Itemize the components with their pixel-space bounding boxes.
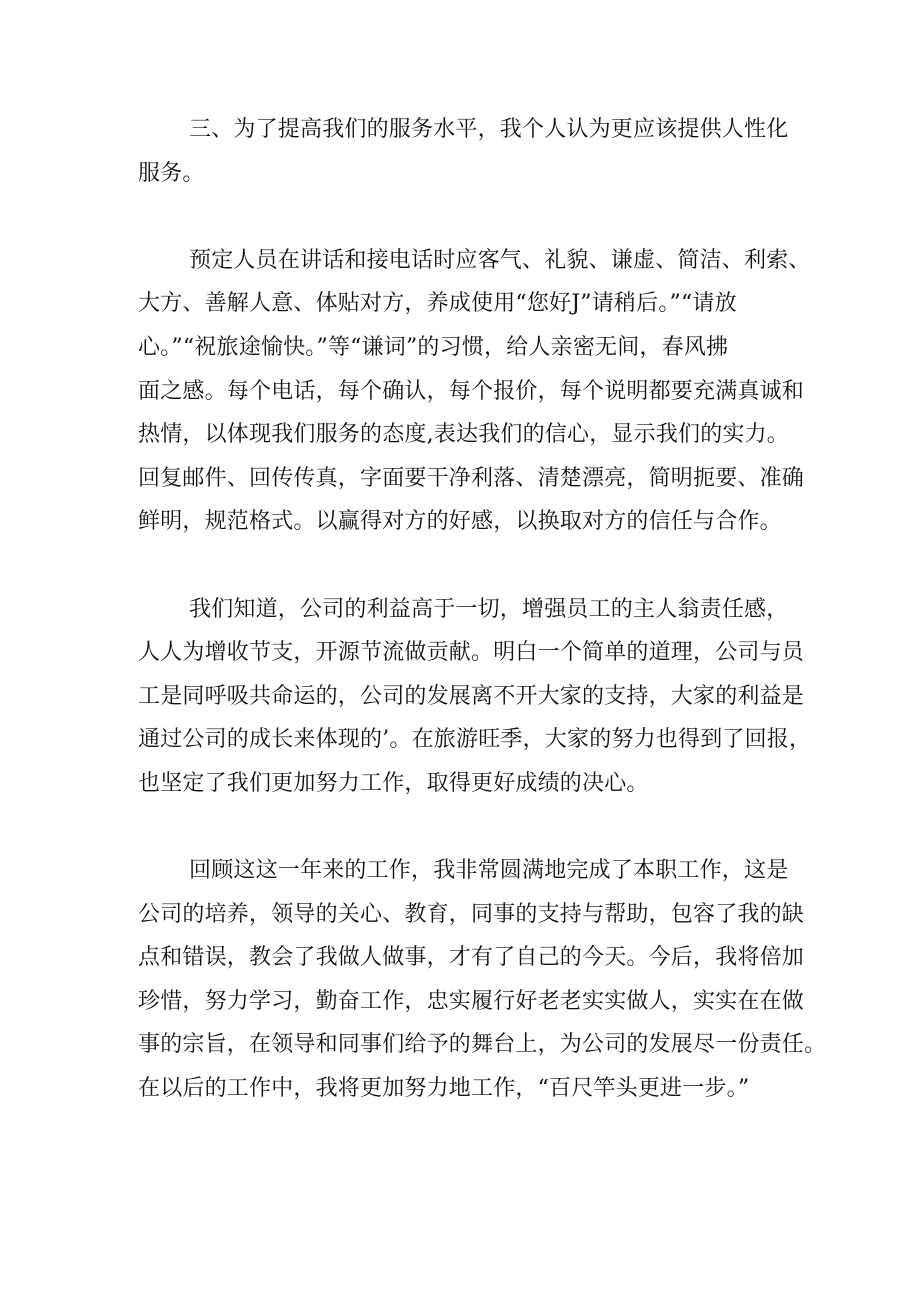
text-line: 大方、善解人意、体贴对方，养成使用“您好J”请稍后。”“请放 bbox=[138, 291, 737, 317]
paragraph-spacer bbox=[138, 806, 794, 850]
text-line: 回顾这这一年来的工作，我非常圆满地完成了本职工作，这是 bbox=[189, 858, 789, 884]
text-line: 珍惜，努力学习，勤奋工作，忠实履行好老老实实做人，实实在在做 bbox=[138, 988, 805, 1014]
text-line: 点和错误，教会了我做人做事，才有了自己的今天。今后，我将倍加 bbox=[138, 945, 805, 971]
text-line: 公司的培养，领导的关心、教育，同事的支持与帮助，包容了我的缺 bbox=[138, 901, 805, 927]
paragraph-company-interest bbox=[138, 588, 812, 806]
text-line: 通过公司的成长来体现的’。在旅游旺季，大家的努力也得到了回报， bbox=[138, 727, 812, 753]
text-line: 人人为增收节支，开源节流做贡献。明白一个简单的道理，公司与员 bbox=[138, 640, 805, 666]
paragraph-service-heading bbox=[138, 108, 794, 195]
text-line: 回复邮件、回传传真，字面要干净利落、清楚漂亮，简明扼要、准确 bbox=[138, 465, 805, 491]
text-line: 工是同呼吸共命运的，公司的发展离不开大家的支持，大家的利益是 bbox=[138, 683, 805, 709]
text-line: 三、为了提高我们的服务水平，我个人认为更应该提供人性化 bbox=[189, 117, 789, 142]
text-line: 也坚定了我们更加努力工作，取得更好成绩的决心。 bbox=[138, 770, 649, 796]
text-line: 在以后的工作中，我将更加努力地工作，“百尺竿头更进一步。” bbox=[138, 1076, 750, 1102]
paragraph-spacer bbox=[138, 544, 794, 588]
text-line: 面之感。每个电话，每个确认，每个报价，每个说明都要充满真诚和 bbox=[138, 378, 805, 404]
text-line: 预定人员在讲话和接电话时应客气、礼貌、谦虚、简洁、利索、 bbox=[189, 247, 811, 273]
paragraph-year-review bbox=[138, 849, 827, 1111]
text-line: 服务。 bbox=[138, 160, 205, 186]
paragraph-booking-etiquette bbox=[138, 239, 811, 544]
text-line: 事的宗旨，在领导和同事们给予的舞台上，为公司的发展尽一份责任。 bbox=[138, 1032, 827, 1058]
text-line: 热情，以体现我们服务的态度,表达我们的信心，显示我们的实力。 bbox=[138, 422, 789, 448]
paragraph-spacer bbox=[138, 195, 794, 239]
text-line: 我们知道，公司的利益高于一切，增强员工的主人翁责任感， bbox=[189, 596, 789, 622]
text-line: 鲜明，规范格式。以赢得对方的好感，以换取对方的信任与合作。 bbox=[138, 509, 782, 535]
document-body bbox=[138, 108, 827, 1111]
text-line: 心。”“祝旅途愉快。”等“谦词”的习惯，给人亲密无间，春风拂 bbox=[138, 334, 729, 360]
